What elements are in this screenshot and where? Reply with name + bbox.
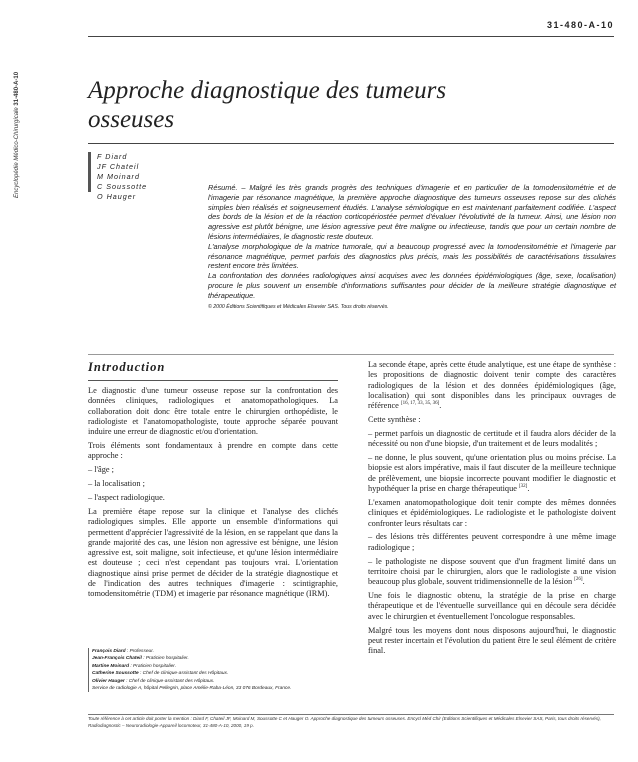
abstract-paragraph: L'analyse morphologique de la matrice tumorale, qui a beaucoup progressé avec la tomodensitométrie et l'imagerie par résonance magnétique, permet parfois des diagnostics plus précis, mais les possibilités de caractérisations tissulaires restent encore très limitées.: [208, 241, 616, 271]
right-column: [368, 360, 616, 660]
article-reference: 31-480-A-10: [546, 20, 614, 30]
list-item: – permet parfois un diagnostic de certitude et il faudra alors décider de la nécessité ou non d'une biopsie, d'un traitement et de leurs modalités ;: [368, 428, 616, 449]
affiliation: Martine Moinard : Praticien hospitalier.: [88, 663, 338, 670]
list-item: – l'aspect radiologique.: [88, 493, 165, 503]
body-paragraph: Malgré tous les moyens dont nous disposons aujourd'hui, le diagnostic peut rester incertain et l'évolution du patient être le seul élément de critère final.: [368, 625, 616, 656]
author: F Diard: [97, 152, 128, 161]
author-affiliations: [88, 648, 338, 692]
list-item: – l'âge ;: [88, 465, 114, 475]
section-heading: Introduction: [88, 360, 338, 381]
copyright-notice: © 2000 Éditions Scientifiques et Médicales Elsevier SAS. Tous droits réservés.: [208, 303, 389, 310]
body-paragraph: Le diagnostic d'une tumeur osseuse repose sur la confrontation des données cliniques, radiologiques et anatomopathologiques. La collaboration doit donc être totale entre le chirurgien orthopédiste, le radiologiste et l'anatomopathologiste, toute approche séparée pouvant induire une erreur de diagnostic et/ou d'orientation.: [88, 386, 338, 437]
article-title: Approche diagnostique des tumeurs osseuses: [88, 77, 447, 133]
author: O Hauger: [97, 192, 137, 201]
top-divider: [88, 36, 614, 37]
citation: [26]: [574, 577, 583, 583]
sidebar-journal: Encyclopédie Médico-Chirurgicale: [14, 107, 20, 198]
body-paragraph: La seconde étape, après cette étude analytique, est une étape de synthèse : les propositions de diagnostic doivent tenir compte des caractères radiologiques de la lésion et des données épidémiologiques (âge, localisation) qui sont disponibles dans les principaux ouvrages de référence [16, 17, 33, 35, 36].: [368, 360, 616, 411]
author-list: [88, 152, 207, 201]
list-item: – la localisation ;: [88, 479, 145, 489]
body-paragraph: Une fois le diagnostic obtenu, la stratégie de la prise en charge thérapeutique et de l'éventuelle surveillance qui en découle sera décidée avec le chirurgien et éventuellement l'oncologue responsables.: [368, 591, 616, 621]
footer-divider: [88, 714, 614, 715]
affiliation: Jean-François Chateil : Praticien hospitalier.: [88, 655, 338, 662]
body-paragraph: La première étape repose sur la clinique et l'analyse des clichés radiologiques simples. Elle apporte un ensemble d'informations qui permettent d'apprécier l'agressivité de la lésion, en se rappelant que dans la grande majorité des cas, une lésion non agressive est bénigne, une lésion agressive est, soit maligne, soit infectieuse, et qu'une lésion intermédiaire est douteuse ; ceci n'est cependant pas toujours vrai. L'orientation diagnostique ainsi prise permet de décider de la stratégie diagnostique et de l'indication des autres techniques d'imagerie : scintigraphie, tomodensitométrie (TDM) et imagerie par résonance magnétique (IRM).: [88, 506, 338, 599]
body-paragraph: L'examen anatomopathologique doit tenir compte des mêmes données cliniques et épidémiologiques. Le radiologiste et le pathologiste doivent confronter leurs résultats car :: [368, 497, 616, 528]
abstract-paragraph: Résumé. – Malgré les très grands progrès des techniques d'imagerie et en particulier de la tomodensitométrie et de l'imagerie par résonance magnétique, la première approche diagnostique des tumeurs osseuses repose sur des clichés simples bien réalisés et soigneusement étudiés. L'analyse sémiologique en est maintenant parfaitement codifiée. L'aspect des bords de la lésion et de la réaction corticopériostée permet d'évaluer l'évolutivité de la tumeur. Ainsi, une lésion non agressive est plutôt bénigne, une lésion agressive peut être maligne ou infectieuse, tandis que pour un certain nombre de lésions intermédiaires, le diagnostic reste douteux.: [208, 183, 616, 241]
author: M Moinard: [97, 172, 140, 181]
sidebar-code: 31-480-A-10: [14, 71, 20, 106]
affiliation: François Diard : Professeur.: [88, 648, 338, 655]
list-item: – le pathologiste ne dispose souvent que d'un fragment limité dans un territoire choisi par le chirurgien, alors que le radiologiste a une vision beaucoup plus globale, souvent tridimensionnelle de la lésion [26].: [368, 556, 616, 587]
author: JF Chateil: [97, 162, 140, 171]
author: C Soussotte: [97, 182, 148, 191]
sidebar-source: [6, 18, 20, 198]
list-item: – ne donne, le plus souvent, qu'une orientation plus ou moins précise. La biopsie est alors impérative, mais il faut discuter de la meilleure technique de prélèvement, une biopsie incorrecte pouvant modifier le diagnostic et hypothéquer la prise en charge thérapeutique [32].: [368, 453, 616, 494]
body-paragraph: Cette synthèse :: [368, 415, 421, 425]
affiliation: Olivier Hauger : Chef de clinique-assistant des Hôpitaux.: [88, 678, 338, 685]
citation-footer: Toute référence à cet article doit porter la mention : Diard F, Chateil JF, Moinard M, Soussotte C et Hauger O. Approche diagnostique des tumeurs osseuses. Encycl Méd Chir (Editions Scientifiques et Médicales Elsevier SAS, Paris, tous droits réservés), Radiodiagnostic – Neuroradiologie-Appareil locomoteur, 31-480-A-10, 2000, 19 p.: [88, 716, 601, 728]
title-divider: [88, 143, 614, 144]
body-paragraph: Trois éléments sont fondamentaux à prendre en compte dans cette approche :: [88, 441, 338, 461]
section-divider: [88, 354, 614, 355]
abstract: [208, 183, 616, 311]
citation: [16, 17, 33, 35, 36]: [400, 401, 440, 407]
abstract-paragraph: La confrontation des données radiologiques ainsi acquises avec les données épidémiologiques (âge, sexe, localisation) procure le plus souvent un ensemble d'informations suffisantes pour décider de la meilleure stratégie diagnostique et thérapeutique.: [208, 271, 616, 300]
affiliation-address: Service de radiologie A, hôpital Pellegrin, place Amélie-Raba-Léon, 33 076 Bordeaux, France.: [88, 685, 338, 692]
left-column: [88, 360, 338, 603]
affiliation: Catherine Soussotte : Chef de clinique-assistant des Hôpitaux.: [88, 670, 338, 677]
list-item: – des lésions très différentes peuvent correspondre à une même image radiologique ;: [368, 532, 616, 552]
citation: [32]: [518, 484, 528, 490]
